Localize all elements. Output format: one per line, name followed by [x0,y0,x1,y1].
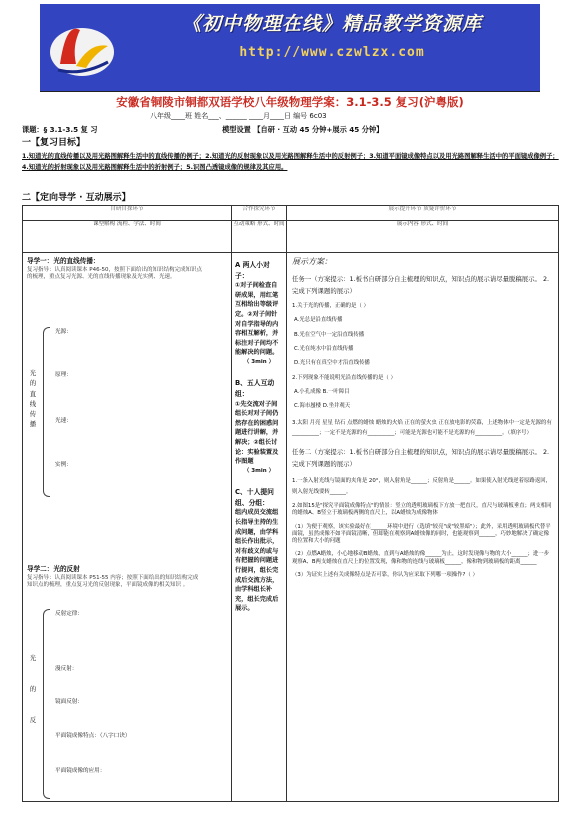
review-goals-text: 1.知道光的直线传播以及用光路图解释生活中的直线传播的例子；2.知道光的反射现象以及用光路图解释生活中的反射例子；3.知道平面镜成像特点以及用光路图解释生活中的平面镜成像例子；4.知道光的折射现象以及用光路图解释生活中的折射例子；5.识图凸透镜成像的规律及其应用。 [22,153,559,172]
q1-option-c: C.光在纯水中沿直线传播 [294,346,354,353]
q2-options-cd: C.海市蜃楼 D.坐井观天 [294,403,351,410]
task2-instructions: 任务二（方案提示：1.板书自研部分自主梳理的知识点，知识点的展示请尽量脱稿展示。 2.完成下列课题的展示） [292,448,550,469]
ten-group-text: 组内成员交流组长指导主持的生成问题，由学科组长作出批示，对有歧义的或与有把握的问题进行提问，组长完成后交流方法，由学科组长补充，组长完成后展示。 [235,509,279,613]
guide1-label-principle: 原理： [55,372,72,378]
question-4: 1.一条入射光线与镜面的夹角是 20°，则入射角是______；反射角是______。如果使入射光线逆着原路返回，则入射光线要转______。 [292,478,551,495]
guide2-label-specular: 镜面反射： [55,699,83,705]
pair-group-text: ①对子间检查自研成果，用红笔互相给出等级评定。②对子间针对自学指导的内容相互解析，并标注对子间均不能解决的问题。 [235,282,279,357]
question-1: 1.关于光的传播，正确的是（ ） [292,303,369,310]
guide2-label-diffuse: 漫反射： [55,666,78,672]
brace-icon [43,327,50,497]
lesson-topic: 课题：§ 3.1-3.5 复 习 [22,125,98,134]
student-info-line: 八年级____班 姓名___、______ ____月____日 编号 6c03 [150,112,327,120]
col-header-cooperation: 合作探究环节 [232,206,287,221]
guide2-vertical-label: 光的反 [29,654,37,724]
question-5-part-3: （3）为证实上述有关成像特点是否可靠，你认为应采取下列哪一项操作?（ ） [292,572,478,578]
ten-group-title: C、十人提问组、分组： [235,488,274,507]
guide2-title: 导学二：光的反射 [27,565,80,573]
question-5-part-2: （2）点燃A蜡烛，小心地移动B蜡烛，直到与A蜡烛的像______为止，这时发现像与物的大小______；进一步观察A、B两支蜡烛在直尺上的位置发现，像和物的连线与玻璃板______，像和物到玻璃板的距离______ [292,551,550,565]
guide1-vertical-label: 光的直线传播 [29,369,37,429]
self-study-column [23,253,231,801]
five-group-time: （ 3min ） [243,467,275,474]
study-table [22,205,559,802]
pair-group-time: （ 3min ） [243,358,275,365]
logo-swoosh-icon [46,12,118,84]
five-group-text: ①先交流对子间组长对对子间仍然存在的困惑问题进行讲解，并解决；②组长讨论：实验装置及作图题 [235,400,279,466]
header-banner [40,4,540,92]
presentation-heading: 展示方案： [292,257,332,266]
guide1-instructions: 复习指导：认真阅读课本 P46-50，按照下面给出的知识结构完成知识点的梳理，重点复习光源、光的直线传播现象及光实例、光速。 [27,267,203,281]
brace-icon [43,609,50,799]
col-subheader-self-study: 课型解构 流程、学法、时间 [23,221,232,253]
lesson-subject-line [22,125,567,135]
section-guided-study: 二【定向导学 · 互动展示】 [22,193,131,203]
guide2-label-mirror: 平面镜成像特点：（八字口诀） [55,733,131,739]
question-2: 2.下列现象不能说明光沿直线传播的是（ ） [292,374,396,381]
q1-option-b: B.光在空气中一定沿直线传播 [294,331,365,338]
col-header-self-study: 自研自探环节 [23,206,232,221]
q1-option-a: A.光总是沿直线传播 [294,317,343,324]
lesson-mode: 模型设置 【自研 · 互动 45 分钟+展示 45 分钟】 [222,125,384,134]
guide2-label-law: 反射定律： [55,611,83,617]
q2-options-ab: A.小孔成像 B.一叶障目 [294,388,350,395]
task1-instructions: 任务一（方案提示：1.板书自研部分自主梳理的知识点，知识点的展示请尽量脱稿展示。 2.完成下列课题的展示） [292,274,550,295]
guide1-label-speed: 光速： [55,418,72,424]
page-title: 安徽省铜陵市铜都双语学校八年级物理学案：3.1-3.5 复习(沪粤版) [116,95,464,109]
question-5: 2.如图15是"探究平面镜成像特点"的情景：竖立的透明玻璃板下方放一把直尺，直尺与玻璃板垂直；两支相同的蜡烛A、B竖立于玻璃板两侧的直尺上，以A蜡烛为成像物体 [292,502,552,517]
col-header-presentation: 展示提升环节 质疑评价环节 [287,206,559,221]
guide1-label-source: 光源： [55,329,72,335]
five-group-title: B、五人互动组： [235,379,275,398]
question-3: 3.太阳 月亮 星星 钻石 点燃的蜡烛 蜡烛的火焰 正在的萤火虫 正在放电影的荧幕，上述物体中一定是光源的有__________；一定不是光源的有__________；可能是光源也可能不是光源的有__________。（填序号） [292,419,552,436]
banner-title: 《初中物理在线》精品教学资源库 [181,13,482,35]
col-subheader-presentation: 展示内容 形式、时间 [287,221,559,253]
section-review-goals: 一【复习目标】 [22,138,86,148]
cooperation-column [232,253,286,801]
banner-url[interactable]: http://www.czwlzx.com [239,45,425,60]
pair-group-title: A 两人小对子： [235,261,270,280]
question-5-part-1: （1）为便于观察，该实验最好在______环境中进行（选填"较亮"或"较黑暗"）；此外，采用透明玻璃板代替平面镜，虽然成像不如平面镜清晰，但却能在观察到A蜡烛像的同时，也能观察到______，巧妙地解决了确定像的位置和大小的问题 [292,523,551,545]
guide2-instructions: 复习指导：认真阅读课本 P51-55 内容；按照下面给出的知识结构完成知识点的梳理，重点复习光的反射现象，平面镜成像的相关知识 。 [27,575,199,589]
guide2-label-application: 平面镜成像的应用： [55,768,106,774]
presentation-column [287,253,558,801]
q1-option-d: D.光只有在真空中才沿直线传播 [294,360,370,367]
guide1-label-examples: 实例： [55,462,72,468]
col-subheader-cooperation: 互动策略 形式、时间 [232,221,287,253]
guide1-title: 导学一：光的直线传播： [27,257,100,265]
